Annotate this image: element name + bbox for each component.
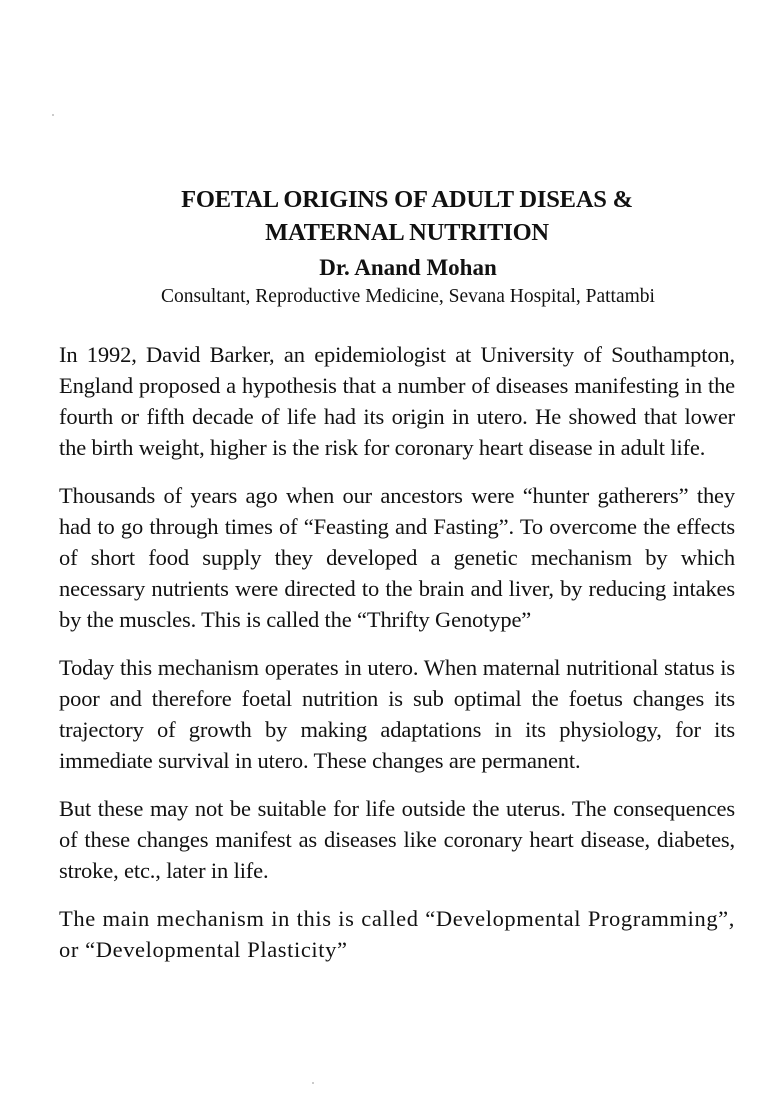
scan-speck — [312, 1082, 314, 1084]
title-line-1: FOETAL ORIGINS OF ADULT DISEAS & — [181, 186, 633, 213]
body-paragraph-1: In 1992, David Barker, an epidemiologist at University of Southampton, England proposed a hypothesis that a number of diseases manifesting in the fourth or fifth decade of life had its origin in utero. He showed that lower the birth weight, higher is the risk for coronary heart disease in adult life. — [59, 342, 735, 460]
body-paragraph-5: The main mechanism in this is called “Developmental Programming”, or “Developmental Plasticity” — [59, 906, 735, 962]
title-line-2: MATERNAL NUTRITION — [265, 219, 549, 246]
scan-speck — [52, 114, 54, 116]
article-title — [59, 183, 735, 249]
author-name: Dr. Anand Mohan — [319, 255, 497, 280]
body-paragraph-4: But these may not be suitable for life outside the uterus. The consequences of these changes manifest as diseases like coronary heart disease, diabetes, stroke, etc., later in life. — [59, 796, 735, 883]
body-paragraph-2: Thousands of years ago when our ancestors were “hunter gatherers” they had to go through times of “Feasting and Fasting”. To overcome the effects of short food supply they developed a genetic mechanism by which necessary nutrients were directed to the brain and liver, by reducing intakes by the muscles. This is called the “Thrifty Genotype” — [59, 483, 735, 632]
body-paragraph-3: Today this mechanism operates in utero. When maternal nutritional status is poor and therefore foetal nutrition is sub optimal the foetus changes its trajectory of growth by making adaptations in its physiology, for its immediate survival in utero. These changes are permanent. — [59, 655, 735, 773]
author-affiliation: Consultant, Reproductive Medicine, Sevana Hospital, Pattambi — [161, 286, 655, 307]
